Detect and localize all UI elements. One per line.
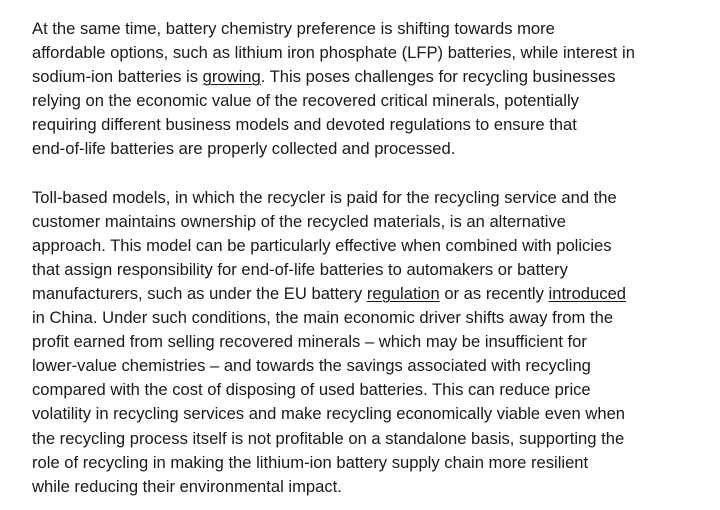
text-line: end-of-life batteries are properly collected and processed. [32, 139, 456, 159]
link-growing[interactable]: growing [202, 67, 261, 87]
text-line: lower-value chemistries – and towards the savings associated with recycling [32, 356, 591, 376]
text-segment: or as recently [439, 283, 549, 303]
article-body [32, 17, 692, 499]
text-line: that assign responsibility for end-of-life batteries to automakers or battery [32, 259, 568, 279]
text-segment: manufacturers, such as under the EU battery [32, 283, 367, 303]
text-line: the recycling process itself is not profitable on a standalone basis, supporting the [32, 428, 625, 448]
text-line: relying on the economic value of the recovered critical minerals, potentially [32, 91, 579, 111]
text-line: At the same time, battery chemistry preference is shifting towards more [32, 19, 555, 38]
text-line: customer maintains ownership of the recycled materials, is an alternative [32, 211, 567, 231]
link-regulation[interactable]: regulation [366, 283, 440, 303]
text-segment: . This poses challenges for recycling businesses [260, 67, 616, 87]
paragraph-battery-chemistry [32, 17, 692, 162]
link-introduced[interactable]: introduced [548, 283, 627, 303]
text-line: role of recycling in making the lithium-ion battery supply chain more resilient [32, 452, 589, 472]
text-line: compared with the cost of disposing of used batteries. This can reduce price [32, 380, 591, 400]
text-line [32, 282, 692, 306]
text-line: affordable options, such as lithium iron phosphate (LFP) batteries, while interest in [32, 43, 635, 63]
text-line: requiring different business models and devoted regulations to ensure that [32, 115, 577, 135]
text-line: volatility in recycling services and make recycling economically viable even when [32, 404, 626, 424]
text-line: while reducing their environmental impact. [32, 476, 342, 496]
text-line: Toll-based models, in which the recycler is paid for the recycling service and the [32, 187, 617, 207]
text-line: approach. This model can be particularly effective when combined with policies [32, 235, 612, 255]
text-line: profit earned from selling recovered minerals – which may be insufficient for [32, 332, 587, 352]
paragraph-toll-based-models [32, 186, 692, 499]
text-segment: sodium-ion batteries is [32, 67, 203, 87]
text-line: in China. Under such conditions, the main economic driver shifts away from the [32, 308, 614, 328]
text-line [32, 65, 692, 89]
